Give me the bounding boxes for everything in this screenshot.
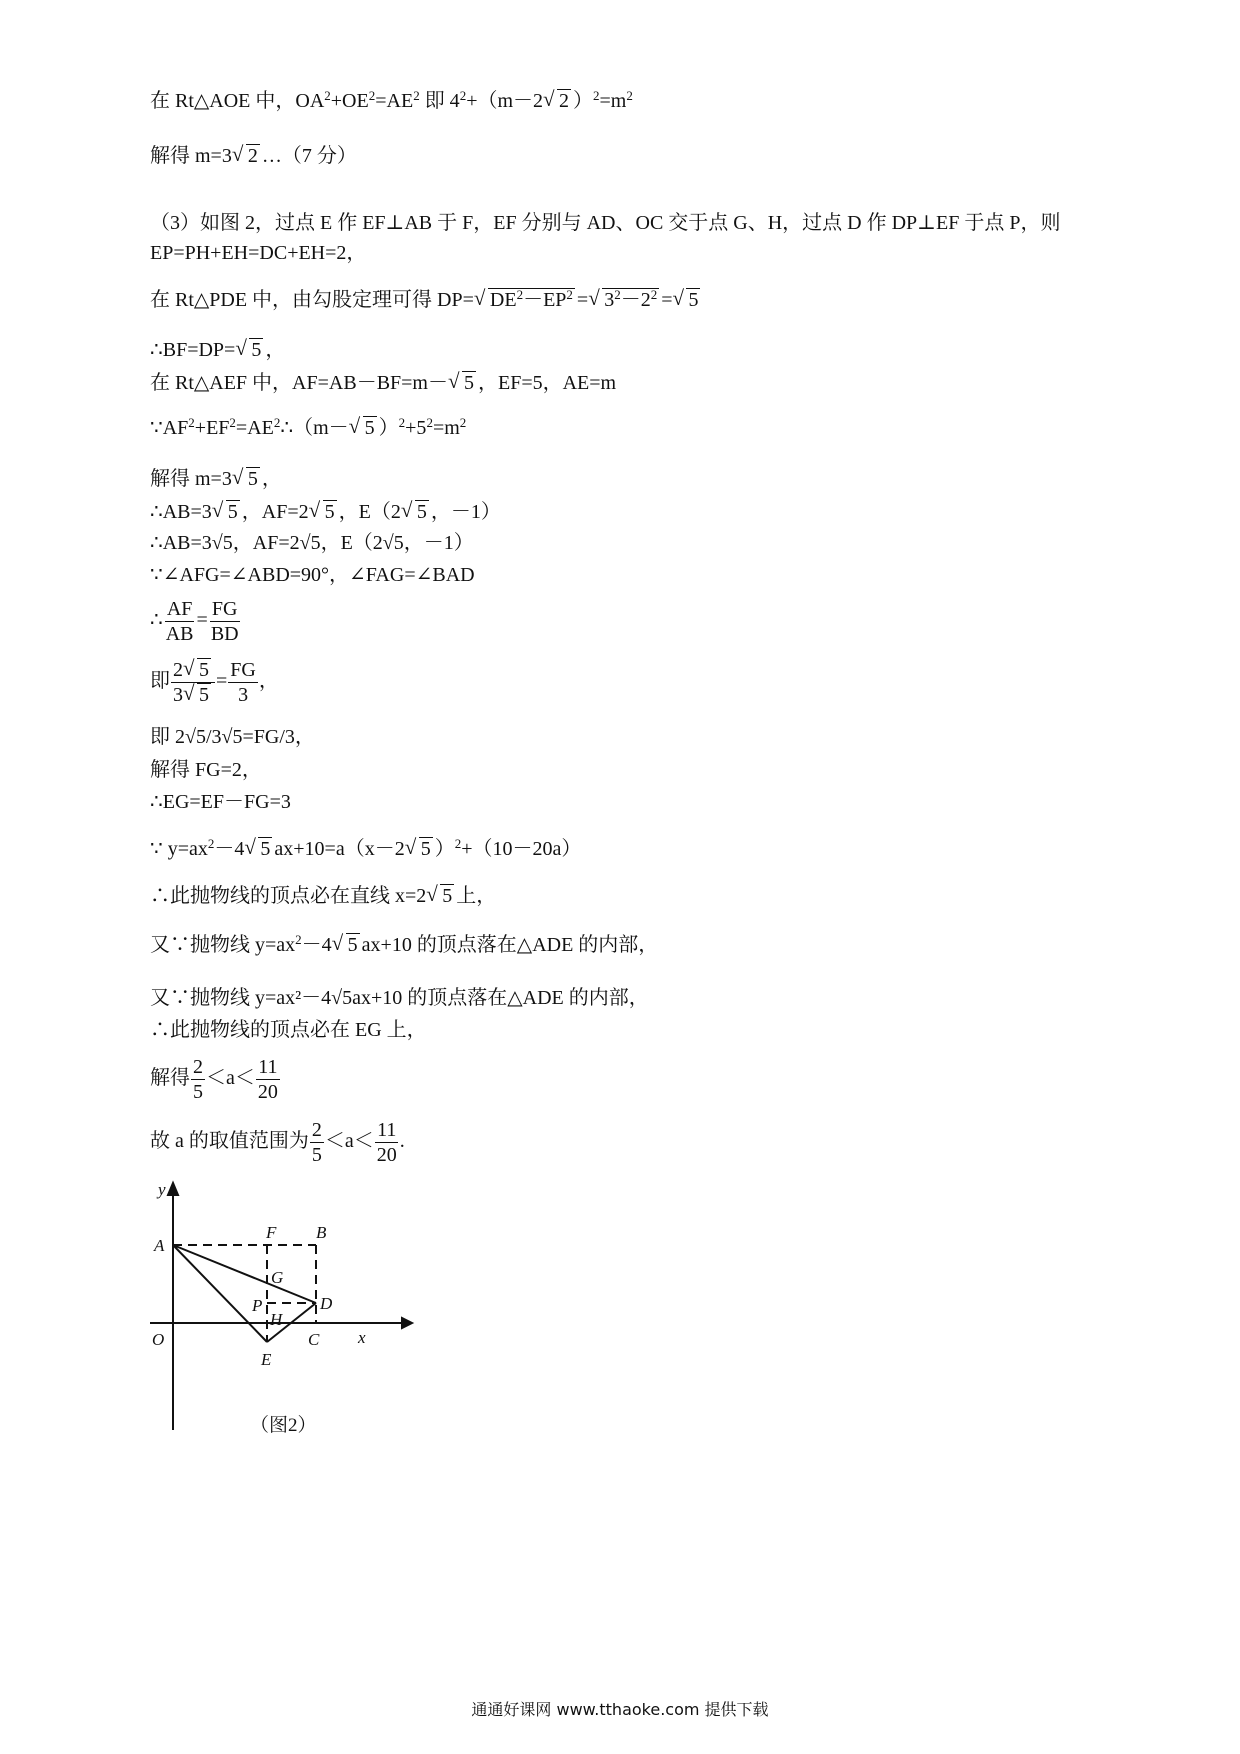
solution-line: 解得 m=3√ 2 …（7 分） [150,143,357,169]
label-B: B [316,1223,327,1242]
solution-line: 解得 m=3√ 5 ， [150,466,282,492]
page-footer: 通通好课网 www.tthaoke.com 提供下载 [471,1700,769,1719]
solution-line: 又∵抛物线 y=ax²－4√5ax+10 的顶点落在△ADE 的内部， [150,987,649,1009]
solution-line: 又∵抛物线 $y=ax^2-4√$ 5 ax+10 的顶点落在△ADE 的内部， [150,932,658,958]
label-H: H [270,1310,283,1329]
label-x: x [358,1328,366,1347]
solution-line: 即 $\frac{2√ 5}{3√ 5}$ = $\frac{FG}{3}$ ， [150,658,279,707]
figure-caption: （图2） [250,1415,317,1436]
label-A: A [154,1236,165,1255]
solution-line: 故 a 的取值范围为 $\frac{2}{5}$ ＜a＜ $\frac{11}{20}$ . [150,1119,405,1166]
solution-line: ∴BF=DP=√ 5 ， [150,337,285,363]
solution-line: （3）如图 2，过点 E 作 EF⊥AB 于 F，EF 分别与 AD、OC 交于点 G、H，过点 D 作 DP⊥EF 于点 P，则 [150,212,1061,234]
solution-line: 即 2√5/3√5=FG/3， [150,726,315,748]
solution-line: ∴AB=3√5，AF=2√5，E（2√5，－1） [150,532,474,554]
x-axis-arrow [402,1318,412,1328]
label-E: E [261,1350,272,1369]
segment-AD [173,1245,316,1303]
solution-line: $\because AF^2+EF^2=AE^2\therefore(m-√$ 5 ）$^2+5^2=m^2$ [150,415,466,441]
solution-line: ∴此抛物线的顶点必在直线 x=2√ 5 上， [150,883,496,909]
label-G: G [271,1268,284,1287]
label-O: O [152,1330,165,1349]
solution-line: 解得 FG=2， [150,759,262,781]
solution-line: 在 Rt△AOE 中，$OA^2+OE^2=AE^2$ 即 $4^2+(m-2√$ 2 ）$^2=m^2$ [150,88,633,114]
solution-line: 解得 $\frac{2}{5}$ ＜a＜ $\frac{11}{20}$ [150,1056,278,1103]
solution-line: ∵ $y=ax^2-4√$ 5 ax+10=a（x－2√ 5 ）$^2$+（10－20a） [150,836,581,862]
label-D: D [320,1294,333,1313]
label-y: y [158,1180,166,1199]
label-P: P [252,1296,263,1315]
solution-line: ∴此抛物线的顶点必在 EG 上， [150,1019,427,1041]
solution-line: ∵∠AFG=∠ABD=90°，∠FAG=∠BAD [150,564,475,586]
solution-line: ∴AB=3√ 5 ，AF=2√ 5 ，E（2√ 5 ，－1） [150,499,501,525]
solution-line: 在 Rt△PDE 中，由勾股定理可得 DP=√ $DE^2-EP^2$ =√ $3^2-2^2$ =√ 5 [150,287,702,313]
solution-line: EP=PH+EH=DC+EH=2， [150,242,367,264]
segment-AE [173,1245,267,1342]
solution-line: ∴EG=EF－FG=3 [150,791,291,813]
geometry-figure [140,1175,440,1435]
solution-line: ∴ $\frac{AF}{AB}$ = $\frac{FG}{BD}$ [150,598,239,645]
y-axis-arrow [168,1183,178,1195]
solution-line: 在 Rt△AEF 中，AF=AB－BF=m－√ 5 ，EF=5，AE=m [150,370,616,396]
label-C: C [308,1330,320,1349]
label-F: F [266,1223,277,1242]
